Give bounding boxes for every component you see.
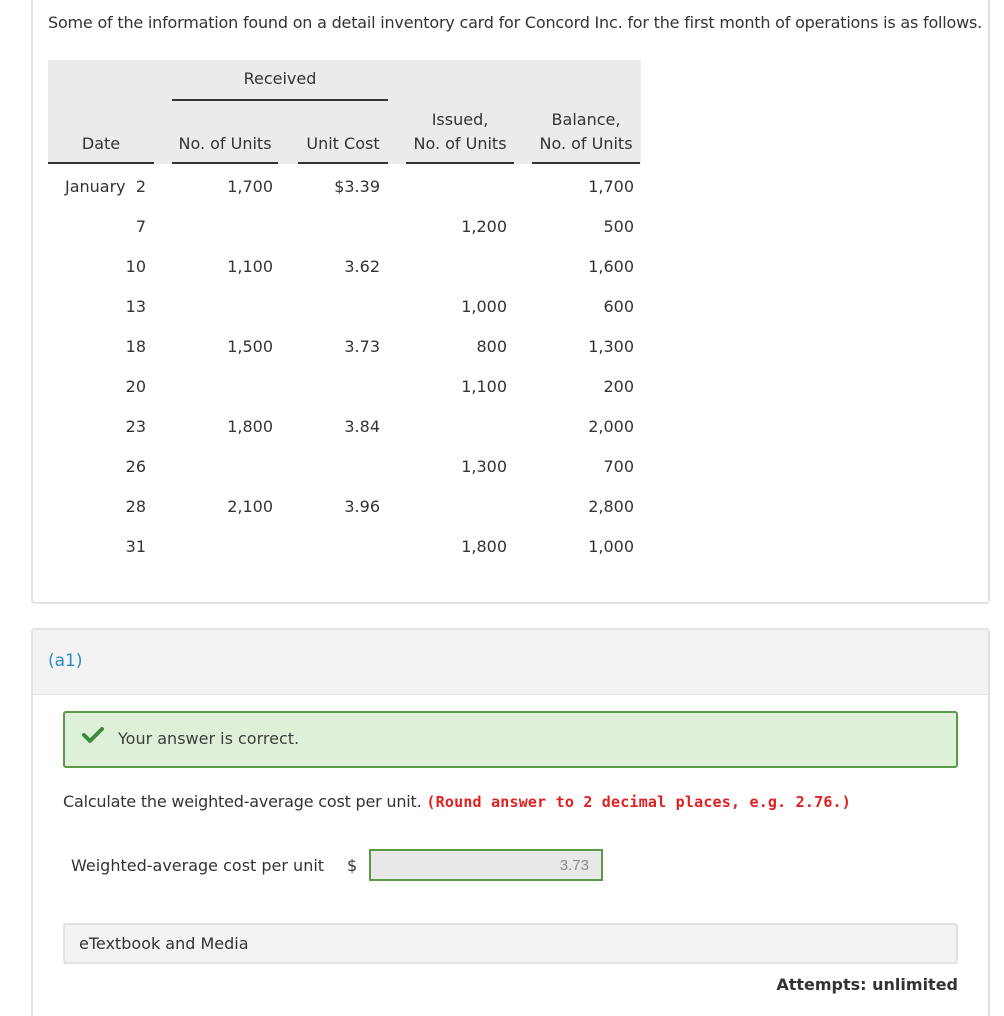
table-cell-unit-cost: 3.62 (344, 257, 380, 276)
table-cell-issued: 1,800 (461, 537, 507, 556)
intro-text: Some of the information found on a detail inventory card for Concord Inc. for the first month of operations is as follows. (48, 13, 983, 32)
table-cell-date: 26 (125, 457, 146, 476)
question-hint: (Round answer to 2 decimal places, e.g. 2.76.) (426, 793, 852, 811)
table-cell-date: 7 (135, 217, 146, 236)
table-cell-issued: 1,300 (461, 457, 507, 476)
attempts-text: Attempts: unlimited (776, 975, 958, 994)
table-cell-recv-units: 1,500 (227, 337, 273, 356)
table-cell-date: 20 (125, 377, 146, 396)
currency-symbol: $ (347, 856, 358, 875)
table-cell-recv-units: 1,700 (227, 177, 273, 196)
question-main: Calculate the weighted-average cost per unit. (63, 792, 427, 811)
issued-col-rule (406, 162, 514, 164)
table-cell-balance: 1,600 (588, 257, 634, 276)
date-col-rule (48, 162, 154, 164)
part-label: (a1) (48, 651, 83, 671)
table-cell-issued: 1,200 (461, 217, 507, 236)
table-cell-balance: 1,000 (588, 537, 634, 556)
table-cell-date: 10 (125, 257, 146, 276)
col-header-issued-line2: No. of Units (413, 134, 507, 153)
part-header-bar (33, 630, 988, 695)
table-cell-date: 31 (125, 537, 146, 556)
table-cell-issued: 800 (476, 337, 507, 356)
col-header-issued-line1: Issued, (431, 110, 489, 129)
received-units-col-rule (172, 162, 278, 164)
question-text (63, 792, 851, 811)
table-cell-date: 23 (125, 417, 146, 436)
table-cell-recv-units: 1,800 (227, 417, 273, 436)
weighted-average-cost-input[interactable] (369, 849, 603, 881)
table-cell-date: 13 (125, 297, 146, 316)
balance-col-rule (532, 162, 640, 164)
col-header-balance-line2: No. of Units (539, 134, 633, 153)
col-header-date: Date (81, 134, 121, 153)
col-header-balance-line1: Balance, (551, 110, 621, 129)
etextbook-media-label: eTextbook and Media (79, 934, 249, 953)
checkmark-icon (82, 726, 104, 744)
received-divider (172, 99, 388, 101)
table-cell-balance: 200 (603, 377, 634, 396)
table-cell-issued: 1,100 (461, 377, 507, 396)
col-header-unit-cost: Unit Cost (306, 134, 380, 153)
table-cell-unit-cost: 3.73 (344, 337, 380, 356)
table-cell-balance: 2,800 (588, 497, 634, 516)
table-cell-recv-units: 2,100 (227, 497, 273, 516)
table-cell-unit-cost: 3.96 (344, 497, 380, 516)
table-cell-unit-cost: $3.39 (334, 177, 380, 196)
table-cell-balance: 1,300 (588, 337, 634, 356)
table-cell-balance: 600 (603, 297, 634, 316)
table-cell-balance: 2,000 (588, 417, 634, 436)
unit-cost-col-rule (298, 162, 388, 164)
col-header-received-units: No. of Units (178, 134, 272, 153)
table-cell-issued: 1,000 (461, 297, 507, 316)
table-cell-balance: 1,700 (588, 177, 634, 196)
col-header-issued (406, 108, 514, 156)
table-cell-date: 28 (125, 497, 146, 516)
col-header-balance (532, 108, 640, 156)
table-cell-date: 18 (125, 337, 146, 356)
feedback-text: Your answer is correct. (118, 729, 300, 748)
table-cell-balance: 500 (603, 217, 634, 236)
table-cell-unit-cost: 3.84 (344, 417, 380, 436)
answer-field-label: Weighted-average cost per unit (71, 856, 325, 875)
table-cell-recv-units: 1,100 (227, 257, 273, 276)
received-group-header: Received (243, 69, 317, 88)
table-cell-balance: 700 (603, 457, 634, 476)
table-cell-date: January 2 (64, 177, 146, 196)
